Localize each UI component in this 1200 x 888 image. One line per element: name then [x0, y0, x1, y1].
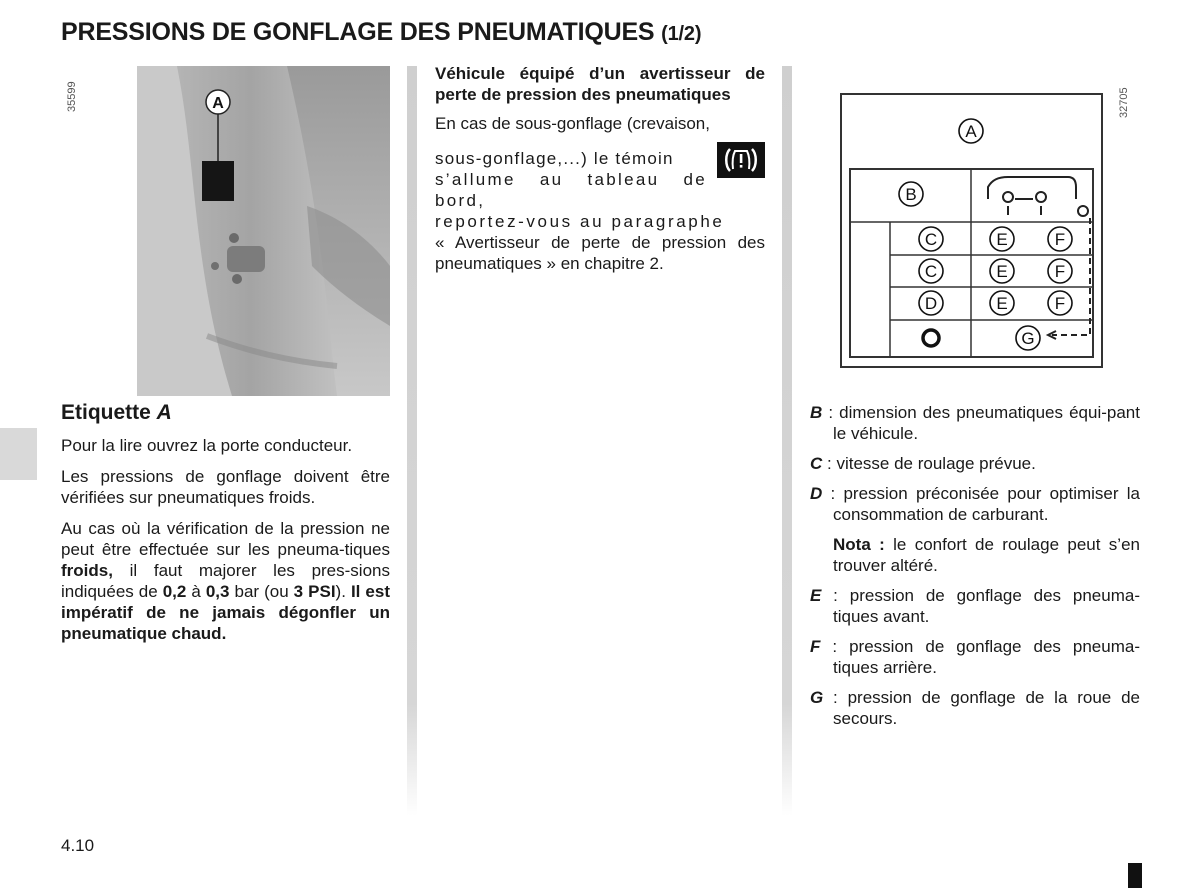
- warning-line-2: sous-gonflage,...) le témoin: [435, 149, 674, 168]
- door-pillar-photo: [137, 66, 390, 396]
- warning-line-5: « Avertisseur de perte de pression des pneumatiques » en chapitre 2.: [435, 233, 765, 273]
- legend-item-e: E : pression de gonflage des pneuma-tiques avant.: [810, 586, 1140, 626]
- column-separator-left: [407, 66, 417, 816]
- diagram-letter: F: [1054, 294, 1066, 313]
- diagram-letter: D: [924, 294, 938, 313]
- title-text: PRESSIONS DE GONFLAGE DES PNEUMATIQUES: [61, 18, 655, 46]
- photo-ref-number: 35599: [66, 81, 78, 112]
- diagram-ref-number: 32705: [1118, 87, 1130, 118]
- diagram-letter: E: [996, 294, 1008, 313]
- photo-marker-a: A: [212, 95, 224, 112]
- column-separator-right: [782, 66, 792, 816]
- page-number: 4.10: [61, 836, 95, 855]
- warning-heading: Véhicule équipé d’un avertisseur de perte de pression des pneumatiques: [435, 64, 765, 104]
- diagram-letter: C: [924, 230, 938, 249]
- pressure-warning-section: [435, 63, 765, 274]
- diagram-letter: E: [996, 230, 1008, 249]
- label-a-section: [61, 401, 390, 654]
- paragraph-open-door: Pour la lire ouvrez la porte conducteur.: [61, 436, 353, 455]
- legend-item-d: D : pression préconisée pour optimiser la consommation de carburant.: [810, 484, 1140, 524]
- legend-section: [810, 402, 1140, 738]
- legend-item-b: B : dimension des pneumatiques équi-pant le véhicule.: [810, 403, 1140, 443]
- heading-letter: A: [156, 401, 172, 424]
- section-heading: [61, 401, 390, 425]
- corner-mark: [1128, 863, 1142, 888]
- tire-label-sticker: [202, 161, 234, 201]
- diagram-label-a: A: [965, 122, 977, 141]
- diagram-label-g: G: [1021, 329, 1035, 348]
- legend-item-f: F : pression de gonflage des pneuma-tiques arrière.: [810, 637, 1140, 677]
- diagram-letter: F: [1054, 230, 1066, 249]
- nota: Nota : le confort de roulage peut s’en trouver altéré.: [833, 535, 1140, 575]
- tire-label-diagram: [840, 93, 1103, 368]
- diagram-letter: C: [924, 262, 938, 281]
- warning-line-3: s’allume au tableau de bord,: [435, 170, 707, 210]
- page-title: [61, 18, 701, 47]
- diagram-label-b: B: [905, 185, 917, 204]
- warning-line-4: reportez-vous au paragraphe: [435, 212, 725, 231]
- tire-pressure-warning-icon: [717, 142, 765, 178]
- diagram-letter: F: [1054, 262, 1066, 281]
- diagram-letter: E: [996, 262, 1008, 281]
- warning-line-1: En cas de sous-gonflage (crevaison,: [435, 114, 710, 133]
- chapter-tab: [0, 428, 37, 480]
- heading-prefix: Etiquette: [61, 401, 157, 424]
- title-part: (1/2): [661, 23, 702, 45]
- paragraph-cold-tires: Les pressions de gonflage doivent être vérifiées sur pneumatiques froids.: [61, 467, 390, 507]
- paragraph-adjust-pressure: Au cas où la vérification de la pression ne peut être effectuée sur les pneuma-tiques froids, il faut majorer les pres-sions indiquées de 0,2 à 0,3 bar (ou 3 PSI). Il est impératif de ne jamais dégonfler un pneumatique chaud.: [61, 519, 390, 643]
- legend-item-c: C : vitesse de roulage prévue.: [810, 454, 1036, 473]
- legend-item-g: G : pression de gonflage de la roue de secours.: [810, 688, 1140, 728]
